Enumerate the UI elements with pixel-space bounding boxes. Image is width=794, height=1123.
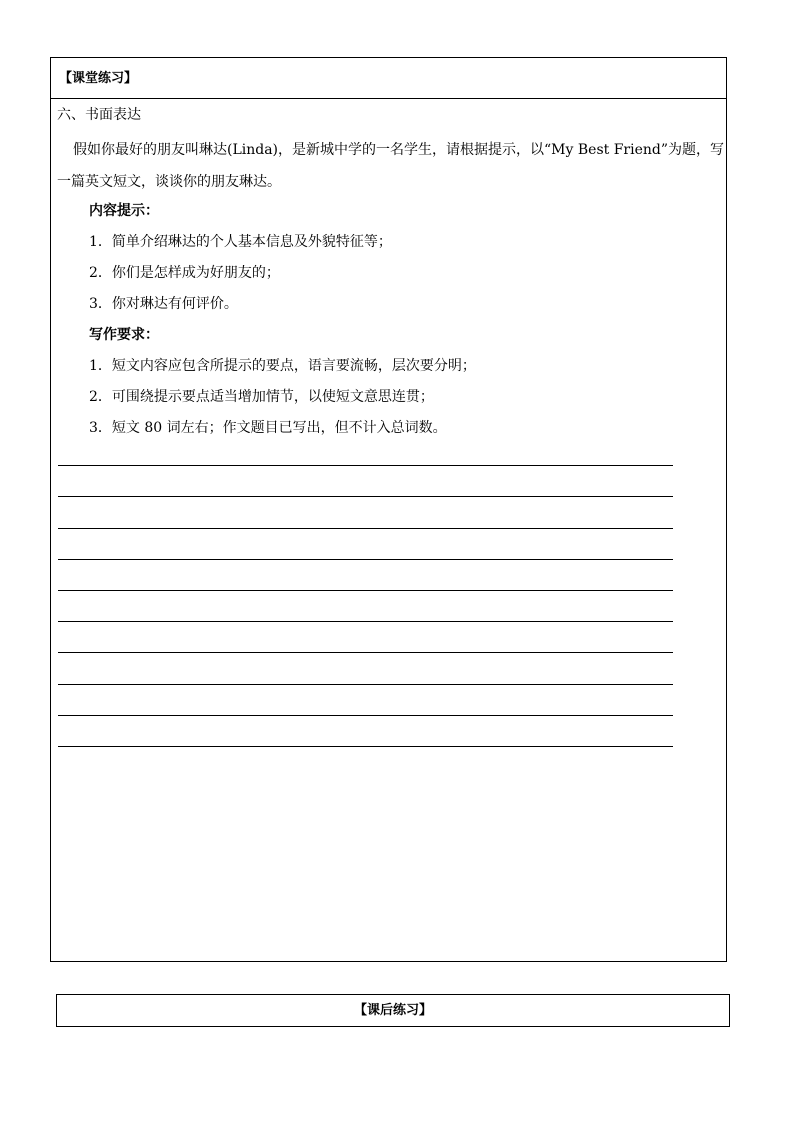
answer-line[interactable] [58, 652, 673, 653]
answer-line[interactable] [58, 559, 673, 560]
answer-line[interactable] [58, 590, 673, 591]
classroom-practice-box [50, 57, 727, 962]
content-hint-item: 3．你对琳达有何评价。 [89, 296, 238, 312]
answer-line[interactable] [58, 496, 673, 497]
requirement-item: 3．短文 80 词左右；作文题目已写出，但不计入总词数。 [89, 420, 447, 436]
after-class-practice-header: 【课后练习】 [56, 994, 730, 1027]
requirement-item: 2．可围绕提示要点适当增加情节，以使短文意思连贯； [89, 389, 434, 405]
answer-line[interactable] [58, 684, 673, 685]
answer-line[interactable] [58, 528, 673, 529]
classroom-practice-header: 【课堂练习】 [51, 58, 726, 99]
answer-line[interactable] [58, 465, 673, 466]
content-hint-item: 2．你们是怎样成为好朋友的； [89, 265, 280, 281]
content-hint-item: 1．简单介绍琳达的个人基本信息及外貌特征等； [89, 234, 392, 250]
requirement-item: 1．短文内容应包含所提示的要点，语言要流畅，层次要分明； [89, 358, 476, 374]
content-hints-title: 内容提示： [89, 203, 159, 219]
answer-line[interactable] [58, 746, 673, 747]
section-title: 六、书面表达 [57, 107, 141, 123]
writing-prompt: 假如你最好的朋友叫琳达(Linda)，是新城中学的一名学生，请根据提示，以“My Best Friend”为题，写一篇英文短文，谈谈你的朋友琳达。 [57, 142, 725, 190]
answer-line[interactable] [58, 621, 673, 622]
answer-line[interactable] [58, 715, 673, 716]
writing-requirements-title: 写作要求： [89, 327, 159, 343]
